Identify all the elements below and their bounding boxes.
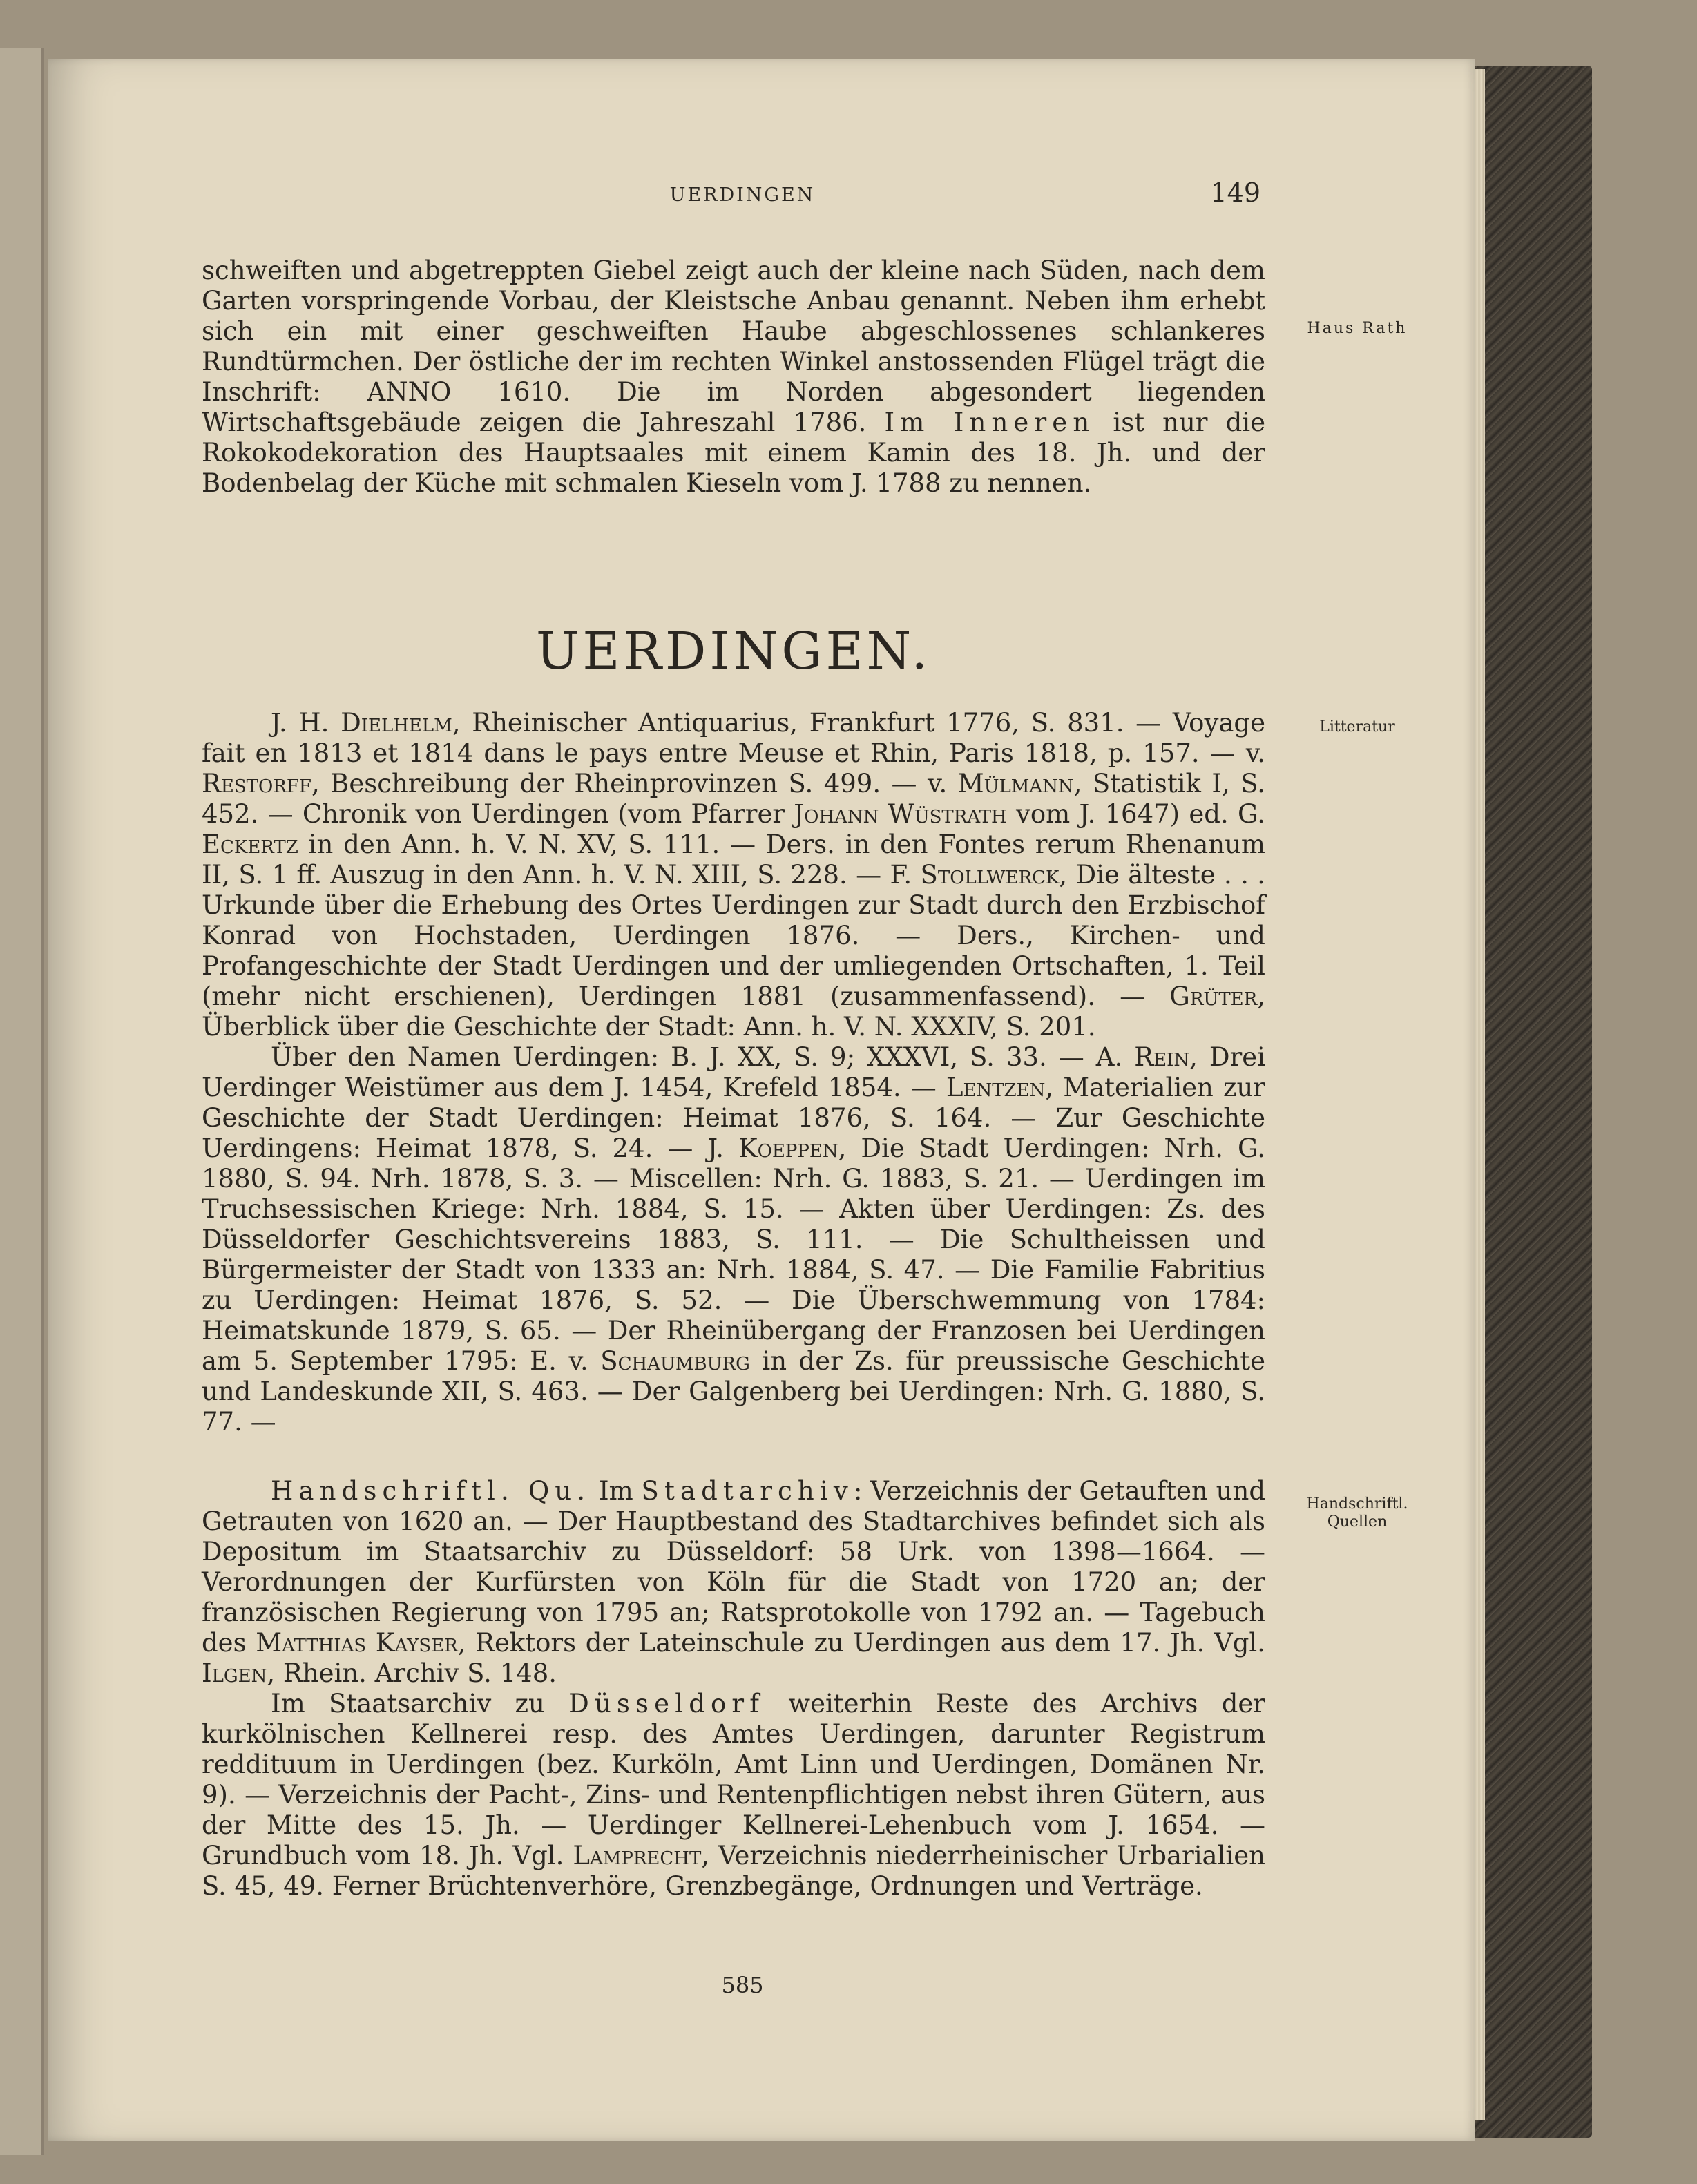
text-run: : Verzeichnis der Getauften und Getrauten von 1620 an. — Der Hauptbestand des Stadtarchives befindet sich als Depositum im Staatsarchiv zu Düsseldorf: 58 Urk. von 1398—1664. — Verordnungen der Kurfürsten von Köln für die Stadt von 1720 an; der französischen Regierung von 1795 an; Ratsprotokolle von 1792 an. — Tagebuch des bbox=[202, 1476, 1265, 1658]
text-run: in der Zs. für preussische Geschichte und Landeskunde XII, S. 463. — Der Galgenberg bei Uerdingen: Nrh. G. 1880, S. 77. — bbox=[202, 1346, 1266, 1437]
text-run: , Die älteste . . . Urkunde über die Erhebung des Ortes Uerdingen zur Stadt durch den Erzbischof Konrad von Hochstaden, Uerdingen 1876. — Ders., Kirchen- und Profangeschichte der Stadt Uerdingen und der umliegenden Ortschaften, 1. Teil (mehr nicht erschienen), Uerdingen 1881 (zusammenfassend). — bbox=[202, 860, 1265, 1011]
author-name: Rein bbox=[1134, 1042, 1190, 1072]
manuscripts-section bbox=[202, 1476, 1265, 1902]
facing-page-edge bbox=[0, 48, 44, 2155]
text-run: schweiften und abgetreppten Giebel zeigt auch der kleine nach Süden, nach dem Garten vorspringende Vorbau, der Kleistsche Anbau genannt. Neben ihm erhebt sich ein mit einer geschweiften Haube abgeschlossenes schlankeres Rundtürmchen. Der östliche der im rechten Winkel anstossenden Flügel trägt die Inschrift: bbox=[202, 256, 1265, 407]
author-name: Dielhelm bbox=[341, 708, 452, 738]
running-head: UERDINGEN bbox=[669, 184, 816, 206]
author-name: Grüter bbox=[1169, 981, 1258, 1011]
literature-paragraph-1 bbox=[202, 708, 1265, 1042]
margin-note-handschriftl-quellen: Handschriftl. Quellen bbox=[1306, 1495, 1408, 1531]
author-name: Koeppen bbox=[738, 1133, 838, 1163]
author-name: Stollwerck bbox=[920, 860, 1060, 890]
manuscripts-paragraph-2 bbox=[202, 1689, 1265, 1902]
text-run: J. H. bbox=[271, 708, 341, 738]
text-run: Im Staatsarchiv zu bbox=[271, 1689, 569, 1718]
text-run: Im bbox=[591, 1476, 642, 1506]
text-run: , Materialien zur Geschichte der Stadt Uerdingen: Heimat 1876, S. 164. — Zur Geschichte Uerdingens: Heimat 1878, S. 24. — J. bbox=[202, 1073, 1265, 1163]
spaced-emphasis: Im Inneren bbox=[884, 408, 1095, 437]
author-name: Restorff bbox=[202, 769, 311, 798]
author-name: Matthias Kayser bbox=[256, 1628, 458, 1658]
text-run: 1610. Die im Norden abgesondert liegenden Wirtschaftsgebäude zeigen die Jahreszahl 1786. bbox=[202, 377, 1265, 437]
text-run: vom J. 1647) ed. G. bbox=[1006, 799, 1265, 829]
spaced-emphasis: Düsseldorf bbox=[568, 1689, 765, 1718]
author-name: Schaumburg bbox=[600, 1346, 750, 1376]
book-page bbox=[48, 59, 1475, 2141]
spaced-emphasis: Handschriftl. Qu. bbox=[271, 1476, 591, 1506]
inscription-anno: ANNO bbox=[367, 377, 452, 407]
literature-section bbox=[202, 708, 1265, 1437]
margin-note-litteratur: Litteratur bbox=[1319, 718, 1395, 736]
intro-paragraph bbox=[202, 256, 1265, 499]
author-name: Lamprecht bbox=[573, 1841, 702, 1870]
author-name: Ilgen bbox=[202, 1658, 267, 1688]
section-title: UERDINGEN. bbox=[535, 622, 932, 681]
text-run: , Verzeichnis niederrheinischer Urbarialien S. 45, 49. Ferner Brüchtenverhöre, Grenzbegänge, Ordnungen und Verträge. bbox=[202, 1841, 1265, 1901]
author-name: Johann Wüstrath bbox=[794, 799, 1007, 829]
printer-signature: 585 bbox=[721, 1972, 764, 1998]
text-run: , Beschreibung der Rheinprovinzen S. 499. — v. bbox=[311, 769, 958, 798]
margin-note-haus-rath: Haus Rath bbox=[1307, 320, 1408, 337]
text-run: , Überblick über die Geschichte der Stadt: Ann. h. V. N. XXXIV, S. 201. bbox=[202, 981, 1265, 1042]
text-run: , Statistik I, S. 452. — Chronik von Uerdingen (vom Pfarrer bbox=[202, 769, 1265, 829]
page-number: 149 bbox=[1210, 178, 1260, 208]
text-run: , Rektors der Lateinschule zu Uerdingen aus dem 17. Jh. Vgl. bbox=[457, 1628, 1265, 1658]
author-name: Eckertz bbox=[202, 830, 298, 859]
text-run: , Rheinischer Antiquarius, Frankfurt 1776, S. 831. — Voyage fait en 1813 et 1814 dans le pays entre Meuse et Rhin, Paris 1818, p. 157. — v. bbox=[202, 708, 1265, 768]
spaced-emphasis: Stadtarchiv bbox=[641, 1476, 854, 1506]
text-run: in den Ann. h. V. N. XV, S. 111. — Ders. in den Fontes rerum Rhenanum II, S. 1 ff. Auszug in den Ann. h. V. N. XIII, S. 228. — F. bbox=[202, 830, 1265, 890]
literature-paragraph-2 bbox=[202, 1042, 1265, 1437]
author-name: Mülmann bbox=[957, 769, 1074, 798]
author-name: Lentzen bbox=[946, 1073, 1046, 1102]
text-run: ist nur die Rokokodekoration des Hauptsaales mit einem Kamin des 18. Jh. und der Bodenbelag der Küche mit schmalen Kieseln vom J. 1788 zu nennen. bbox=[202, 408, 1265, 498]
text-run: , Die Stadt Uerdingen: Nrh. G. 1880, S. 94. Nrh. 1878, S. 3. — Miscellen: Nrh. G. 1883, S. 21. — Uerdingen im Truchsessischen Kriege: Nrh. 1884, S. 15. — Akten über Uerdingen: Zs. des Düsseldorfer Geschichtsvereins 1883, S. 111. — Die Schultheissen und Bürgermeister der Stadt von 1333 an: Nrh. 1884, S. 47. — Die Familie Fabritius zu Uerdingen: Heimat 1876, S. 52. — Die Überschwemmung von 1784: Heimatskunde 1879, S. 65. — Der Rheinübergang der Franzosen bei Uerdingen am 5. September 1795: E. v. bbox=[202, 1133, 1266, 1376]
text-run: , Drei Uerdinger Weistümer aus dem J. 1454, Krefeld 1854. — bbox=[202, 1042, 1266, 1102]
text-run: , Rhein. Archiv S. 148. bbox=[267, 1658, 557, 1688]
text-run: Über den Namen Uerdingen: B. J. XX, S. 9; XXXVI, S. 33. — A. bbox=[271, 1042, 1135, 1072]
text-run: weiterhin Reste des Archivs der kurkölnischen Kellnerei resp. des Amtes Uerdingen, darunter Registrum reddituum in Uerdingen (bez. Kurköln, Amt Linn und Uerdingen, Domänen Nr. 9). — Verzeichnis der Pacht-, Zins- und Rentenpflichtigen nebst ihren Gütern, aus der Mitte des 15. Jh. — Uerdinger Kellnerei-Lehenbuch vom J. 1654. — Grundbuch vom 18. Jh. Vgl. bbox=[202, 1689, 1265, 1870]
manuscripts-paragraph-1 bbox=[202, 1476, 1265, 1689]
